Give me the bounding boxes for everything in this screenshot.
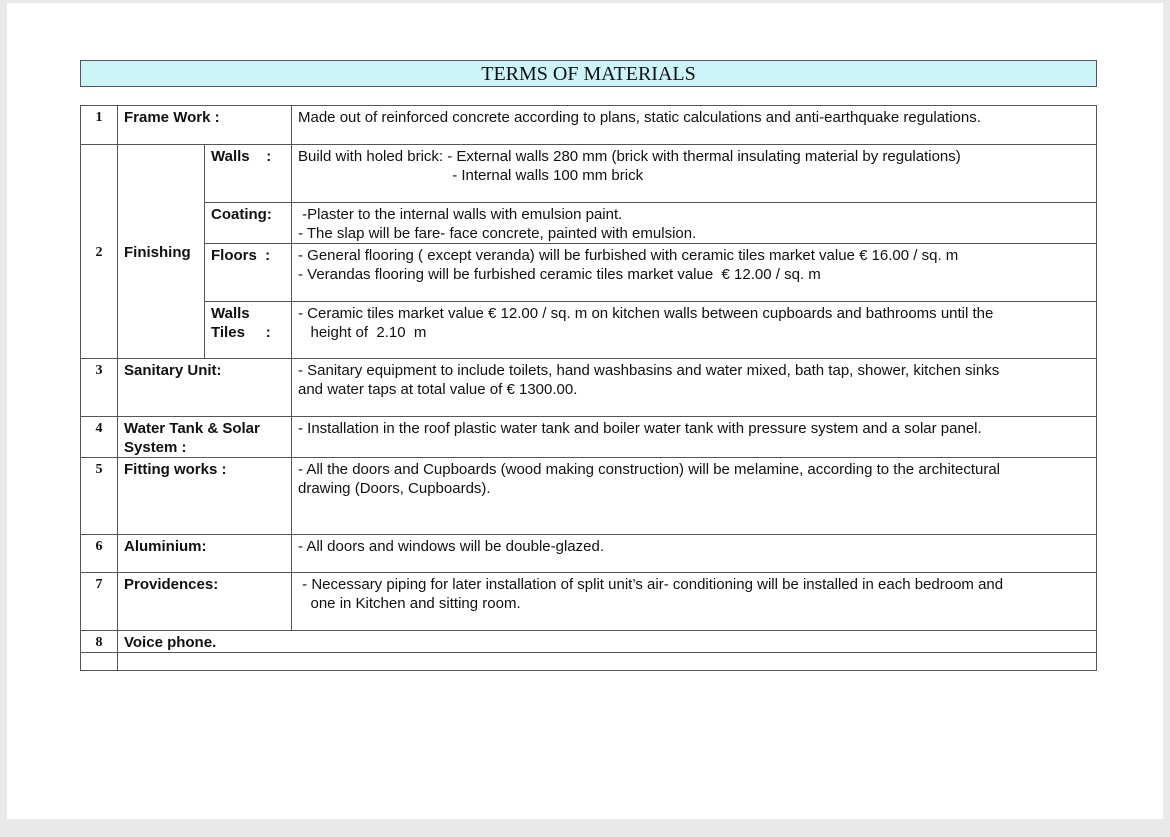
row-number: 6: [81, 535, 118, 573]
table-row: [81, 359, 1097, 417]
row-label: Finishing: [118, 145, 205, 359]
sub-label: Walls :: [205, 145, 292, 203]
row-number: 2: [81, 145, 118, 359]
table-row: [81, 244, 1097, 302]
row-number: 5: [81, 458, 118, 535]
table-row: [81, 302, 1097, 359]
empty-cell: [81, 653, 118, 671]
sub-label: Coating:: [205, 203, 292, 244]
row-description: - Ceramic tiles market value € 12.00 / sq. m on kitchen walls between cupboards and bathrooms until the height of 2.10 m: [292, 302, 1097, 359]
table-row: [81, 417, 1097, 458]
table-row: [81, 106, 1097, 145]
table-row: [81, 145, 1097, 203]
sub-label: Walls Tiles :: [205, 302, 292, 359]
document-title: TERMS OF MATERIALS: [80, 60, 1097, 87]
row-number: 3: [81, 359, 118, 417]
row-number: 7: [81, 573, 118, 631]
empty-cell: [118, 653, 1097, 671]
row-description: - General flooring ( except veranda) will be furbished with ceramic tiles market value € 16.00 / sq. m - Verandas flooring will be furbished ceramic tiles market value € 12.00 / sq. m: [292, 244, 1097, 302]
row-label: Frame Work :: [118, 106, 292, 145]
row-description: Made out of reinforced concrete according to plans, static calculations and anti-earthquake regulations.: [292, 106, 1097, 145]
table-row: [81, 653, 1097, 671]
row-number: 4: [81, 417, 118, 458]
row-description: Build with holed brick: - External walls 280 mm (brick with thermal insulating material by regulations) - Internal walls 100 mm brick: [292, 145, 1097, 203]
row-number: 8: [81, 631, 118, 653]
table-row: [81, 631, 1097, 653]
table-row: [81, 203, 1097, 244]
row-description: - Installation in the roof plastic water tank and boiler water tank with pressure system and a solar panel.: [292, 417, 1097, 458]
table-row: [81, 458, 1097, 535]
row-description: - All doors and windows will be double-glazed.: [292, 535, 1097, 573]
row-description: -Plaster to the internal walls with emulsion paint. - The slap will be fare- face concrete, painted with emulsion.: [292, 203, 1097, 244]
row-label: Aluminium:: [118, 535, 292, 573]
table-row: [81, 573, 1097, 631]
row-number: 1: [81, 106, 118, 145]
sub-label: Floors :: [205, 244, 292, 302]
terms-table: [80, 105, 1097, 671]
row-label: Fitting works :: [118, 458, 292, 535]
table-row: [81, 535, 1097, 573]
row-description: - Sanitary equipment to include toilets, hand washbasins and water mixed, bath tap, shower, kitchen sinks and water taps at total value of € 1300.00.: [292, 359, 1097, 417]
row-label: Providences:: [118, 573, 292, 631]
row-label: Voice phone.: [118, 631, 1097, 653]
row-label: Water Tank & Solar System :: [118, 417, 292, 458]
row-label: Sanitary Unit:: [118, 359, 292, 417]
row-description: - Necessary piping for later installation of split unit’s air- conditioning will be installed in each bedroom and one in Kitchen and sitting room.: [292, 573, 1097, 631]
row-description: - All the doors and Cupboards (wood making construction) will be melamine, according to the architectural drawing (Doors, Cupboards).: [292, 458, 1097, 535]
